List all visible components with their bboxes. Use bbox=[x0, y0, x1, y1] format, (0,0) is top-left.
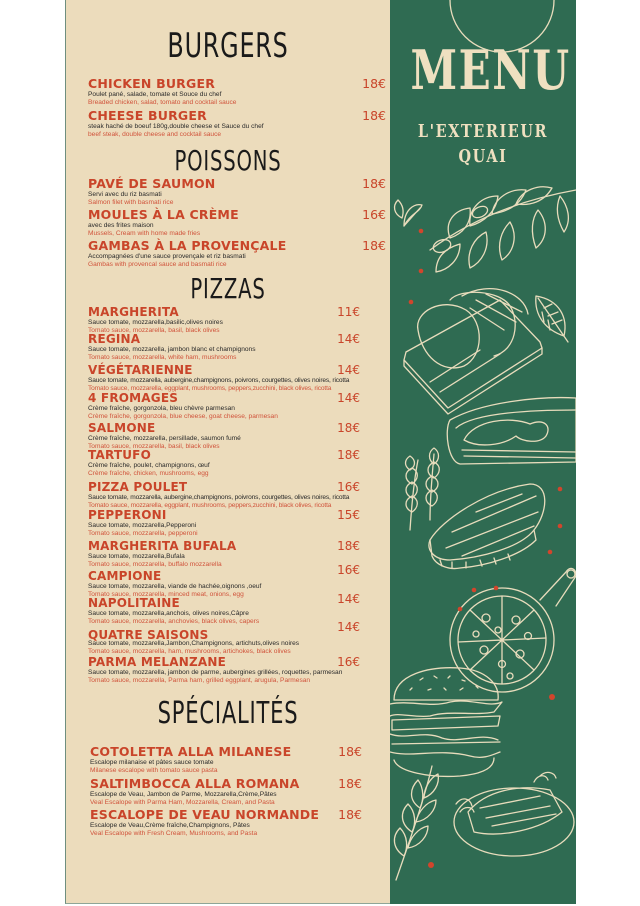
item-desc-fr: Sauce tomate, mozzarella, jambon blanc et champignons bbox=[88, 346, 256, 353]
item-desc-en: Tomato sauce, mozzarella, eggplant, mushrooms, peppers,zucchini, black olives, ricotta bbox=[88, 502, 332, 509]
food-illustrations bbox=[390, 0, 576, 904]
menu-item-pepperoni bbox=[88, 509, 386, 538]
decorative-dots bbox=[409, 229, 563, 868]
item-desc-en: Milanese escalope with tomato sauce pasta bbox=[90, 767, 218, 774]
item-name: MARGHERITA BUFALA bbox=[88, 539, 237, 553]
item-desc-en: Tomato sauce, mozzarella, Parma ham, grilled eggplant, arugula, Parmesan bbox=[88, 677, 311, 684]
item-desc-fr: avec des frites maison bbox=[88, 222, 154, 229]
item-desc-en: Veal Escalope with Parma Ham, Mozzarella, Cream, and Pasta bbox=[90, 799, 275, 806]
menu-item-4-fromages bbox=[88, 392, 386, 421]
wheat-icon bbox=[406, 448, 440, 530]
item-desc-fr: Sauce tomate, mozzarella,Jambon,Champignons, artichuts,olives noires bbox=[88, 640, 300, 647]
menu-item-cotoletta-milanese bbox=[90, 745, 362, 775]
steak-icon bbox=[429, 484, 545, 569]
item-desc-en: Tomato sauce, mozzarella, eggplant, mushrooms, peppers,zucchini, black olives, ricotta bbox=[88, 385, 332, 392]
item-name: QUATRE SAISONS bbox=[88, 628, 209, 642]
item-name: CHICKEN BURGER bbox=[88, 76, 216, 91]
item-desc-fr: Escalope de Veau, Jambon de Parme, Mozzarella,Crème,Pâtes bbox=[90, 791, 277, 798]
item-name: SALTIMBOCCA ALLA ROMANA bbox=[90, 776, 300, 791]
menu-item-margherita bbox=[88, 306, 386, 335]
item-desc-fr: Sauce tomate, mozzarella, jambon de parme, aubergines grillées, roquettes, parmesan bbox=[88, 669, 343, 676]
item-name: NAPOLITAINE bbox=[88, 596, 180, 610]
item-desc-fr: Accompagnées d'une sauce provençale et riz basmati bbox=[88, 253, 246, 260]
item-price: 14€ bbox=[337, 391, 360, 405]
section-title-poissons: POISSONS bbox=[174, 144, 282, 177]
menu-item-pizza-poulet bbox=[88, 481, 386, 510]
item-name: PIZZA POULET bbox=[88, 480, 188, 494]
item-name: REGINA bbox=[88, 332, 141, 346]
item-desc-en: Crème fraîche, chicken, mushrooms, egg bbox=[88, 470, 209, 477]
section-title-specialites: SPÉCIALITÉS bbox=[157, 696, 299, 731]
item-price: 14€ bbox=[337, 363, 360, 377]
menu-item-chicken-burger bbox=[88, 77, 386, 107]
fish-platter-icon bbox=[447, 398, 576, 464]
item-name: CAMPIONE bbox=[88, 569, 162, 583]
item-desc-en: Tomato sauce, mozzarella, basil, black olives bbox=[88, 327, 220, 334]
bread-board-icon bbox=[404, 289, 542, 414]
olive-branch-icon bbox=[430, 187, 576, 272]
restaurant-name-line1: L'EXTERIEUR bbox=[417, 121, 549, 142]
menu-item-saltimbocca-romana bbox=[90, 777, 362, 807]
menu-item-parma-melanzane bbox=[88, 656, 386, 685]
item-price: 16€ bbox=[337, 480, 360, 494]
item-desc-en: Veal Escalope with Fresh Cream, Mushrooms, and Pasta bbox=[90, 830, 258, 837]
menu-item-escalope-normande bbox=[90, 808, 362, 838]
item-name: SALMONE bbox=[88, 421, 156, 435]
item-price: 14€ bbox=[337, 592, 360, 606]
item-desc-fr: Crème fraîche, gorgonzola, bleu chèvre parmesan bbox=[88, 405, 235, 412]
item-desc-en: Tomato sauce, mozzarella, ham, mushrooms, artichokes, black olives bbox=[88, 648, 291, 655]
item-name: 4 FROMAGES bbox=[88, 391, 179, 405]
item-desc-fr: Servi avec du riz basmati bbox=[88, 191, 162, 198]
item-price: 18€ bbox=[338, 744, 362, 759]
item-price: 16€ bbox=[362, 207, 386, 222]
item-name: COTOLETTA ALLA MILANESE bbox=[90, 744, 292, 759]
item-desc-en: Tomato sauce, mozzarella, minced meat, onions, egg bbox=[88, 591, 244, 598]
cannelloni-plate-icon bbox=[454, 772, 574, 856]
item-price: 11€ bbox=[337, 305, 360, 319]
item-desc-en: Crème fraîche, gorgonzola, blue cheese, goat cheese, parmesan bbox=[88, 413, 278, 420]
item-price: 14€ bbox=[337, 332, 360, 346]
item-desc-fr: steak haché de boeuf 180g,double cheese et Sauce du chef bbox=[88, 123, 264, 130]
item-desc-fr: Crème fraîche, mozzarella, persillade, saumon fumé bbox=[88, 435, 241, 442]
section-title-burgers: BURGERS bbox=[167, 26, 289, 66]
item-desc-en: Salmon filet with basmati rice bbox=[88, 199, 174, 206]
menu-item-tartufo bbox=[88, 449, 386, 478]
item-name: TARTUFO bbox=[88, 448, 151, 462]
item-name: VÉGÉTARIENNE bbox=[88, 363, 193, 377]
item-desc-en: Mussels, Cream with home made fries bbox=[88, 230, 201, 237]
item-name: MARGHERITA bbox=[88, 305, 179, 319]
item-desc-en: Tomato sauce, mozzarella, white ham, mushrooms bbox=[88, 354, 237, 361]
item-price: 18€ bbox=[338, 807, 362, 822]
menu-item-cheese-burger bbox=[88, 109, 386, 139]
item-name: CHEESE BURGER bbox=[88, 108, 207, 123]
title-panel bbox=[390, 0, 576, 904]
item-desc-en: Gambas with provencal sauce and basmati rice bbox=[88, 261, 227, 268]
item-price: 18€ bbox=[338, 776, 362, 791]
item-price: 18€ bbox=[337, 448, 360, 462]
item-desc-fr: Sauce tomate, mozzarella,basilic,olives noires bbox=[88, 319, 223, 326]
menu-page bbox=[65, 0, 575, 904]
item-name: PAVÉ DE SAUMON bbox=[88, 176, 216, 191]
menu-item-regina bbox=[88, 333, 386, 362]
item-price: 18€ bbox=[337, 421, 360, 435]
item-price: 15€ bbox=[337, 508, 360, 522]
leaf-icon bbox=[536, 296, 568, 342]
item-desc-fr: Escalope milanaise et pâtes sauce tomate bbox=[90, 759, 214, 766]
menu-item-gambas-provencale bbox=[88, 239, 386, 269]
menu-item-pave-de-saumon bbox=[88, 177, 386, 207]
item-desc-fr: Sauce tomate, mozzarella, aubergine,champignons, poivrons, courgettes, olives noires, ricotta bbox=[88, 377, 350, 384]
item-name: PEPPERONI bbox=[88, 508, 167, 522]
sprig-icon bbox=[395, 200, 422, 226]
item-desc-fr: Sauce tomate, mozzarella,Pepperoni bbox=[88, 522, 197, 529]
item-desc-fr: Sauce tomate, mozzarella,Bufala bbox=[88, 553, 185, 560]
item-desc-fr: Sauce tomate, mozzarella,anchois, olives noires,Câpre bbox=[88, 610, 249, 617]
item-desc-fr: Crème fraîche, poulet, champignons, œuf bbox=[88, 462, 210, 469]
item-desc-en: Tomato sauce, mozzarella, buffalo mozzarella bbox=[88, 561, 222, 568]
restaurant-name-line2: QUAI bbox=[458, 146, 508, 167]
item-desc-en: beef steak, double cheese and cocktail sauce bbox=[88, 131, 222, 138]
item-price: 18€ bbox=[362, 176, 386, 191]
menu-item-vegetarienne bbox=[88, 364, 386, 393]
item-desc-fr: Sauce tomate, mozzarella, viande de hachée,oignons ,oeuf bbox=[88, 583, 262, 590]
item-price: 18€ bbox=[362, 108, 386, 123]
item-desc-fr: Sauce tomate, mozzarella, aubergine,champignons, poivrons, courgettes, olives noires, ricotta bbox=[88, 494, 350, 501]
item-price: 18€ bbox=[362, 238, 386, 253]
item-desc-en: Tomato sauce, mozzarella, basil, black olives bbox=[88, 443, 220, 450]
item-price: 18€ bbox=[337, 539, 360, 553]
item-price: 14€ bbox=[337, 620, 360, 634]
item-desc-fr: Escalope de Veau,Crème fraîche,Champignons, Pâtes bbox=[90, 822, 250, 829]
menu-title: MENU bbox=[410, 38, 571, 102]
item-name: GAMBAS À LA PROVENÇALE bbox=[88, 238, 287, 253]
item-price: 16€ bbox=[337, 655, 360, 669]
section-title-pizzas: PIZZAS bbox=[190, 272, 266, 305]
item-name: PARMA MELANZANE bbox=[88, 655, 226, 669]
menu-item-moules-a-la-creme bbox=[88, 208, 386, 238]
item-desc-en: Tomato sauce, mozzarella, anchovies, black olives, capers bbox=[88, 618, 260, 625]
item-name: ESCALOPE DE VEAU NORMANDE bbox=[90, 807, 320, 822]
item-price: 18€ bbox=[362, 76, 386, 91]
menu-item-salmone bbox=[88, 422, 386, 451]
pizza-peel-icon bbox=[450, 0, 576, 692]
item-price: 16€ bbox=[337, 563, 360, 577]
menu-column bbox=[66, 0, 390, 904]
item-desc-fr: Poulet pané, salade, tomate et Souce du chef bbox=[88, 91, 222, 98]
burger-icon bbox=[390, 668, 502, 777]
item-desc-en: Breaded chicken, salad, tomato and cocktail sauce bbox=[88, 99, 237, 106]
item-name: MOULES À LA CRÈME bbox=[88, 207, 239, 222]
item-desc-en: Tomato sauce, mozzarella, pepperoni bbox=[88, 530, 198, 537]
